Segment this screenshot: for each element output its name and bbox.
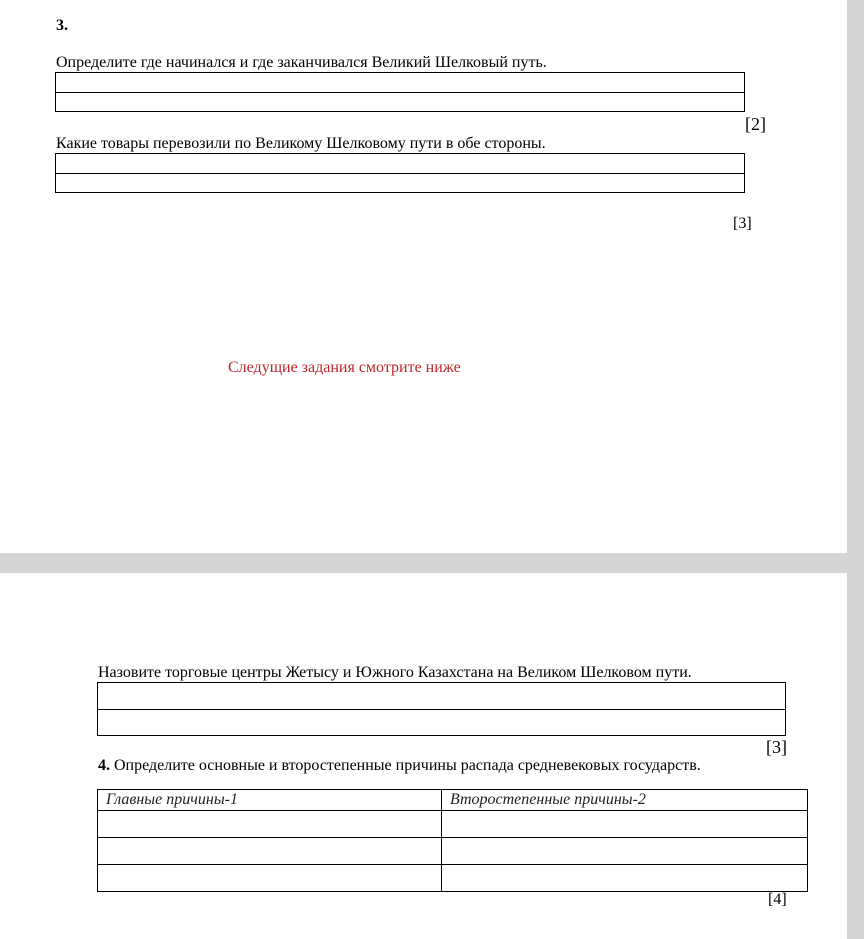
header-secondary-reasons: Второстепенные причины-2 [442,790,808,811]
answer-box-3[interactable] [97,682,786,736]
table-header-row [98,790,808,811]
score-1: [2] [745,114,766,134]
answer-line[interactable] [98,683,785,709]
header-main-reasons: Главные причины-1 [98,790,442,811]
task-3-number: 3. [56,17,68,34]
answer-line[interactable] [56,173,744,192]
task-4-number: 4. [98,757,110,774]
document-page-2 [0,573,847,939]
answer-line[interactable] [56,92,744,111]
score-2: [3] [733,215,752,232]
table-row [98,865,808,892]
table-cell[interactable] [442,865,808,892]
question-start-end-silk-road: Определите где начинался и где заканчивался Великий Шелковый путь. [56,54,547,71]
question-goods-transported: Какие товары перевозили по Великому Шелковому пути в обе стороны. [56,135,546,152]
answer-line[interactable] [56,154,744,173]
table-row [98,811,808,838]
table-row [98,838,808,865]
next-tasks-notice: Следущие задания смотрите ниже [228,359,461,376]
task-4-text: Определите основные и второстепенные причины распада средневековых государств. [110,757,701,774]
table-cell[interactable] [442,811,808,838]
table-cell[interactable] [98,811,442,838]
question-trade-centers: Назовите торговые центры Жетысу и Южного Казахстана на Великом Шелковом пути. [98,664,692,681]
table-cell[interactable] [442,838,808,865]
answer-line[interactable] [56,73,744,92]
answer-box-1[interactable] [55,72,745,112]
score-3: [3] [766,737,787,757]
score-4: [4] [768,891,787,908]
reasons-table [97,789,808,892]
answer-line[interactable] [98,709,785,735]
table-cell[interactable] [98,865,442,892]
task-4-heading [98,757,701,775]
table-cell[interactable] [98,838,442,865]
answer-box-2[interactable] [55,153,745,193]
